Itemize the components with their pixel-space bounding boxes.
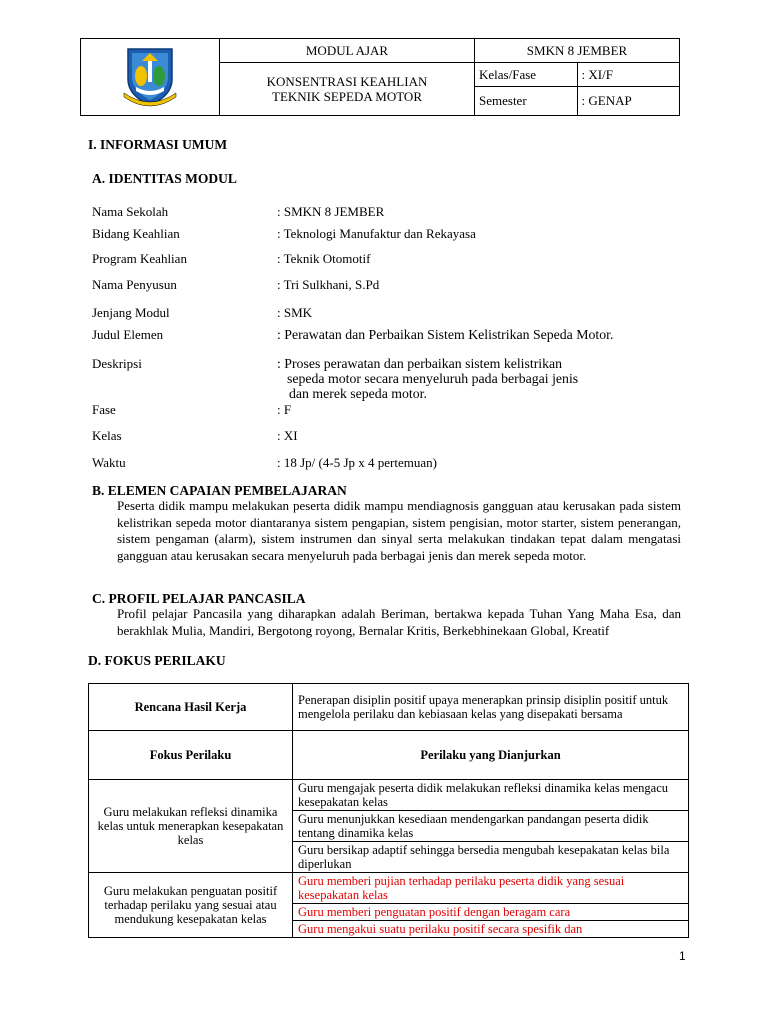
rhk-label: Rencana Hasil Kerja — [89, 684, 293, 731]
label-fase: Fase — [92, 402, 116, 417]
value-nama-penyusun: : Tri Sulkhani, S.Pd — [277, 277, 380, 292]
rhk-value: Penerapan disiplin positif upaya menerapkan prinsip disiplin positif untuk mengelola perilaku dan kebiasaan kelas yang disepakati bersama — [293, 684, 689, 731]
fokus-1-item-1: Guru mengajak peserta didik melakukan refleksi dinamika kelas mengacu kesepakatan kelas — [293, 780, 689, 811]
label-bidang-keahlian: Bidang Keahlian — [92, 226, 180, 241]
label-judul-elemen: Judul Elemen — [92, 327, 164, 342]
label-nama-penyusun: Nama Penyusun — [92, 277, 177, 292]
col-header-perilaku: Perilaku yang Dianjurkan — [293, 731, 689, 780]
value-judul-elemen: : Perawatan dan Perbaikan Sistem Kelistrikan Sepeda Motor. — [277, 327, 614, 342]
header-table — [80, 38, 680, 116]
east-java-emblem-icon — [122, 43, 178, 107]
school-name-cell: SMKN 8 JEMBER — [475, 39, 680, 63]
konsentrasi-line-1: KONSENTRASI KEAHLIAN — [266, 74, 428, 89]
modul-ajar-cell: MODUL AJAR — [220, 39, 475, 63]
fokus-perilaku-table — [88, 683, 689, 938]
section-b-heading: B. ELEMEN CAPAIAN PEMBELAJARAN — [92, 483, 347, 498]
label-program-keahlian: Program Keahlian — [92, 251, 187, 266]
label-deskripsi: Deskripsi — [92, 356, 142, 371]
section-a-heading: A. IDENTITAS MODUL — [92, 171, 237, 186]
section-i-heading: I. INFORMASI UMUM — [88, 137, 228, 152]
value-fase: : F — [277, 402, 292, 417]
fokus-1: Guru melakukan refleksi dinamika kelas untuk menerapkan kesepakatan kelas — [89, 780, 293, 873]
section-d-heading: D. FOKUS PERILAKU — [88, 653, 226, 668]
value-deskripsi-line-3: dan merek sepeda motor. — [289, 386, 427, 401]
value-nama-sekolah: : SMKN 8 JEMBER — [277, 204, 385, 219]
col-header-fokus: Fokus Perilaku — [89, 731, 293, 780]
fokus-1-item-3: Guru bersikap adaptif sehingga bersedia mengubah kesepakatan kelas bila diperlukan — [293, 842, 689, 873]
fokus-2: Guru melakukan penguatan positif terhadap perilaku yang sesuai atau mendukung kesepakatan kelas — [89, 873, 293, 938]
section-c-paragraph: Profil pelajar Pancasila yang diharapkan adalah Beriman, bertakwa kepada Tuhan Yang Maha Esa, dan berakhlak Mulia, Mandiri, Bergotong royong, Bernalar Kritis, Berkebhinekaan Global, Kreatif — [117, 606, 681, 638]
fokus-1-item-2: Guru menunjukkan kesediaan mendengarkan pandangan peserta didik tentang dinamika kelas — [293, 811, 689, 842]
semester-label: Semester — [475, 87, 578, 116]
value-program-keahlian: : Teknik Otomotif — [277, 251, 371, 266]
page-number: 1 — [679, 949, 686, 963]
logo-cell — [81, 39, 220, 116]
label-waktu: Waktu — [92, 455, 126, 470]
label-nama-sekolah: Nama Sekolah — [92, 204, 169, 219]
kelas-label: Kelas/Fase — [475, 63, 578, 87]
fokus-2-item-3: Guru mengakui suatu perilaku positif secara spesifik dan — [293, 921, 689, 938]
konsentrasi-line-2: TEKNIK SEPEDA MOTOR — [272, 89, 422, 104]
kelas-value: : XI/F — [577, 63, 680, 87]
section-c-heading: C. PROFIL PELAJAR PANCASILA — [92, 591, 306, 606]
label-kelas: Kelas — [92, 428, 122, 443]
label-jenjang-modul: Jenjang Modul — [92, 305, 170, 320]
fokus-2-item-2: Guru memberi penguatan positif dengan beragam cara — [293, 904, 689, 921]
section-b-paragraph: Peserta didik mampu melakukan peserta didik mampu mendiagnosis gangguan atau kerusakan pada sistem kelistrikan sepeda motor diantaranya sistem pengapian, sistem pengisian, motor starter, sistem penerangan, sistem pengaman (alarm), sistem instrumen dan sinyal serta melakukan tindakan tepat dalam mengatasi gangguan atau kerusakan secara menyeluruh pada berbagai jenis dan merek sepeda motor. — [117, 498, 681, 563]
semester-value: : GENAP — [577, 87, 680, 116]
value-deskripsi-line-2: sepeda motor secara menyeluruh pada berbagai jenis — [287, 371, 579, 386]
fokus-2-item-1: Guru memberi pujian terhadap perilaku peserta didik yang sesuai kesepakatan kelas — [293, 873, 689, 904]
value-jenjang-modul: : SMK — [277, 305, 313, 320]
value-kelas: : XI — [277, 428, 298, 443]
value-bidang-keahlian: : Teknologi Manufaktur dan Rekayasa — [277, 226, 476, 241]
konsentrasi-cell — [220, 63, 475, 116]
value-deskripsi: : Proses perawatan dan perbaikan sistem kelistrikan — [277, 356, 563, 371]
value-waktu: : 18 Jp/ (4-5 Jp x 4 pertemuan) — [277, 455, 437, 470]
